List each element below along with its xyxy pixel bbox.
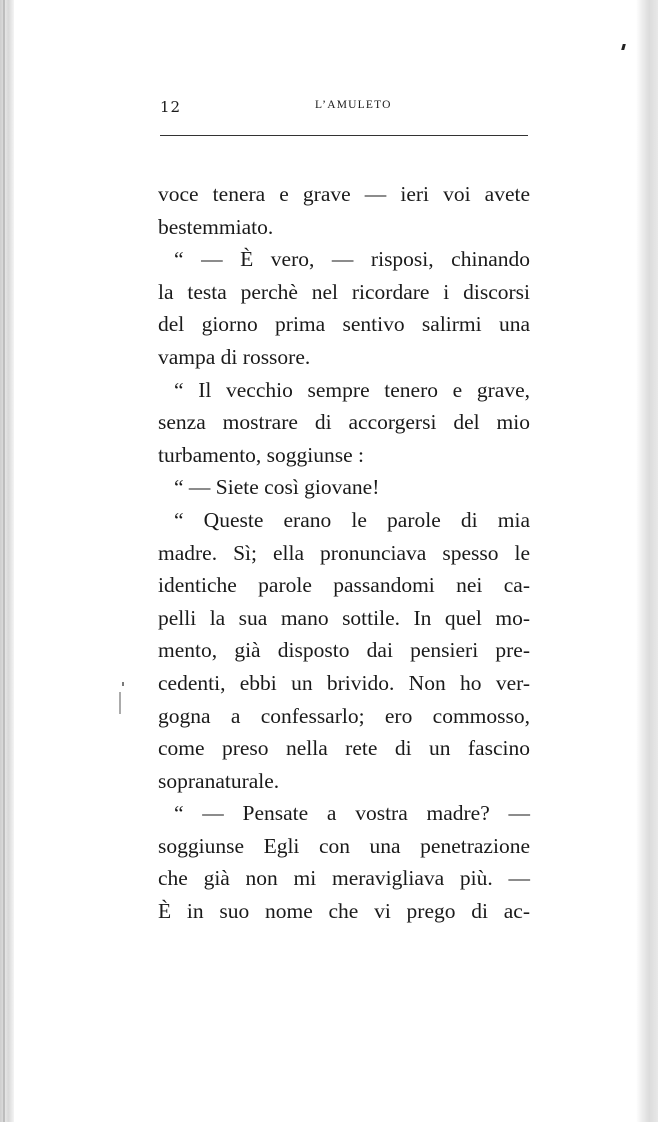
header-rule	[160, 135, 528, 136]
text-line: che già non mi meravigliava più. —	[158, 866, 530, 891]
text-line: senza mostrare di accorgersi del mio	[158, 410, 530, 435]
text-line: “ Il vecchio sempre tenero e grave,	[174, 377, 530, 402]
text-line: mento, già disposto dai pensieri pre-	[158, 638, 530, 663]
text-line: “ — Siete così giovane!	[174, 475, 380, 500]
text-line: voce tenera e grave — ieri voi avete	[158, 182, 530, 206]
text-line: soggiunse Egli con una penetrazione	[158, 833, 530, 858]
page-number: 12	[160, 98, 182, 116]
text-line: turbamento, soggiunse :	[158, 442, 365, 467]
scan-speck	[122, 682, 124, 686]
text-line: madre. Sì; ella pronunciava spesso le	[158, 540, 530, 565]
text-line: gogna a confessarlo; ero commosso,	[158, 703, 530, 728]
scan-speck	[621, 44, 626, 50]
scan-speck	[119, 692, 121, 714]
text-line: È in suo nome che vi prego di ac-	[158, 899, 530, 924]
text-line: vampa di rossore.	[158, 344, 311, 369]
body-text	[158, 178, 530, 928]
text-line: cedenti, ebbi un brivido. Non ho ver-	[158, 670, 530, 695]
scan-right-edge	[636, 0, 658, 1122]
text-line: la testa perchè nel ricordare i discorsi	[158, 279, 530, 304]
scan-left-binding-line	[3, 0, 5, 1122]
text-line: bestemmiato.	[158, 214, 274, 239]
text-line: “ — È vero, — risposi, chinando	[174, 247, 530, 272]
text-line: “ Queste erano le parole di mia	[174, 507, 530, 532]
page-header	[160, 98, 528, 120]
text-line: identiche parole passandomi nei ca-	[158, 573, 530, 598]
text-line: pelli la sua mano sottile. In quel mo-	[158, 605, 530, 630]
text-line: del giorno prima sentivo salirmi una	[158, 312, 530, 337]
running-title: L’AMULETO	[315, 99, 392, 111]
text-line: sopranaturale.	[158, 768, 280, 793]
text-line: “ — Pensate a vostra madre? —	[174, 801, 530, 826]
text-line: come preso nella rete di un fascino	[158, 736, 530, 761]
